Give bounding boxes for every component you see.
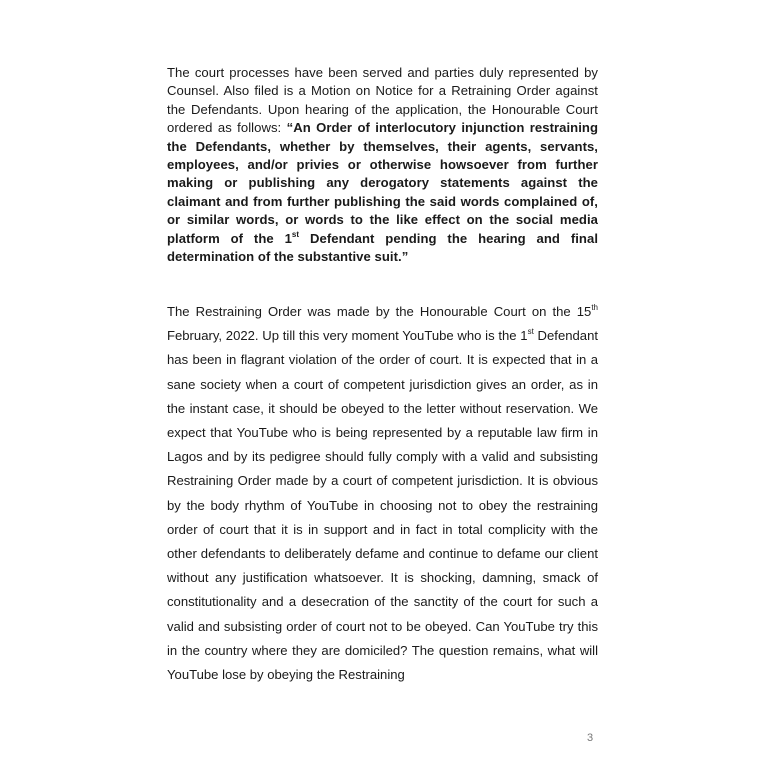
ordinal-superscript: st xyxy=(527,327,534,337)
ordinal-superscript: st xyxy=(291,229,300,239)
paragraph2-part-a: The Restraining Order was made by the Honourable Court on the 15 xyxy=(167,304,592,319)
quoted-order-part-a: “An Order of interlocutory injunction restraining the Defendants, whether by themselves, their agents, servants, employees, and/or privies or otherwise howsoever from further making or publishing any derogatory statements against the claimant and from further publishing the said words complained of, or similar words, or words to the like effect on the social media platform of the 1 xyxy=(167,120,598,246)
paragraph-restraining-order xyxy=(167,300,598,687)
paragraph2-part-b: February, 2022. Up till this very moment YouTube who is the 1 xyxy=(167,328,528,344)
document-page xyxy=(167,64,599,683)
page-number: 3 xyxy=(587,732,594,744)
paragraph2-part-c: Defendant has been in flagrant violation of the order of court. It is expected that in a sane society when a court of competent jurisdiction gives an order, as in the instant case, it should be obeyed to the letter without reservation. We expect that YouTube who is being represented by a reputable law firm in Lagos and by its pedigree should fully comply with a valid and subsisting Restraining Order made by a court of competent jurisdiction. It is obvious by the body rhythm of YouTube in choosing not to obey the restraining order of court that it is in support and in fact in total complicity with the other defendants to deliberately defame and continue to defame our client without any justification whatsoever. It is shocking, damning, smack of constitutionality and a desecration of the sanctity of the court for such a valid and subsisting order of court not to be obeyed. Can YouTube try this in the country where they are domiciled? The question remains, what will YouTube lose by obeying the Restraining xyxy=(167,328,598,683)
quoted-order-part-b: Defendant pending the hearing and final determination of the substantive suit.” xyxy=(167,230,599,265)
ordinal-superscript: th xyxy=(591,303,598,312)
paragraph-intro-text: The court processes have been served and parties duly represented by Counsel. Also filed is a Motion on Notice for a Retraining Order against the Defendants. Upon hearing of the application, the Honourable Court ordered as follows: xyxy=(167,65,598,136)
quoted-order-text xyxy=(167,120,598,264)
paragraph-court-order xyxy=(167,64,598,266)
